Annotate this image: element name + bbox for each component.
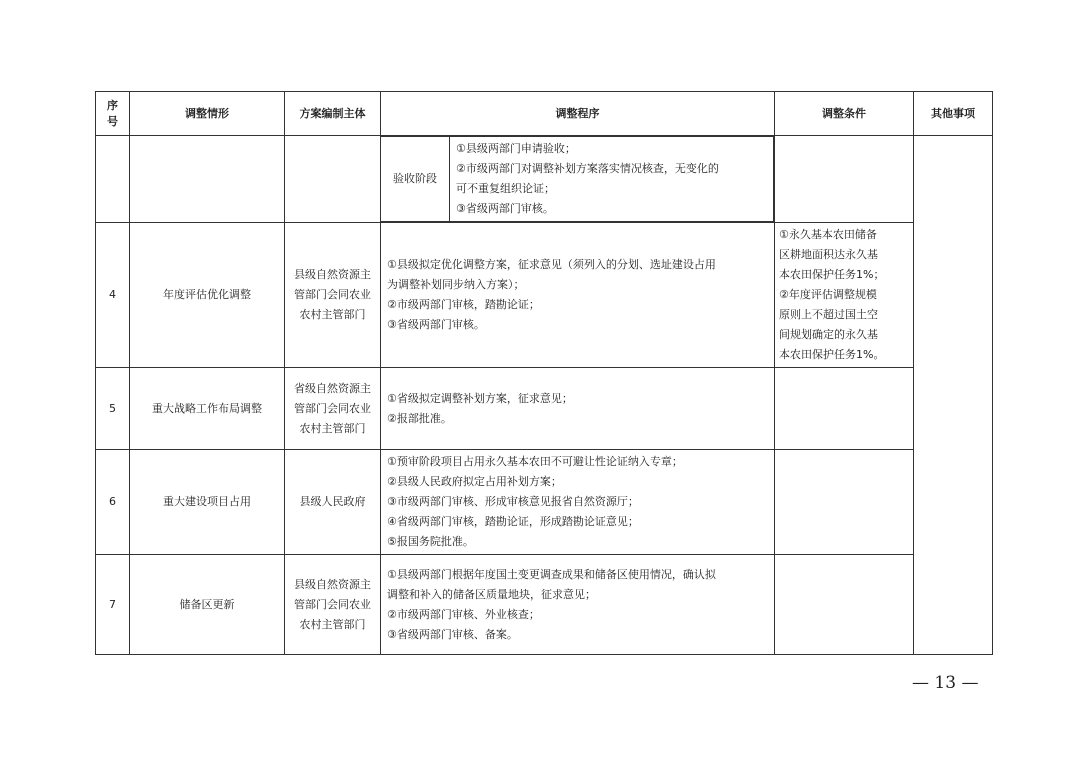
procedure-steps [381,368,775,450]
procedure-steps [381,450,775,555]
row-number: 6 [96,450,130,555]
procedure-step: ③省级两部门审核。 [456,202,554,215]
procedure-step: ①县级两部门根据年度国土变更调查成果和储备区使用情况，确认拟 [387,567,716,581]
procedure-steps [450,137,774,222]
procedure-step: 可不重复组织论证； [456,182,555,195]
procedure-step: ④省级两部门审核，踏勘论证，形成踏勘论证意见； [387,515,639,528]
procedure-step: ②市级两部门对调整补划方案落实情况核查，无变化的 [456,162,719,175]
row-conditions: ①永久基本农田储备 区耕地面积达永久基 本农田保护任务1%； ②年度评估调整规模 原则上不超过国土空 间规划确定的永久基 本农田保护任务1%。 [775,223,914,368]
table-row [96,368,993,450]
procedure-step: ③市级两部门审核、形成审核意见报省自然资源厅； [387,495,639,508]
header-row [96,92,993,136]
header-procedure: 调整程序 [381,92,775,136]
row-situation: 储备区更新 [130,555,285,655]
row-subject: 省级自然资源主管部门会同农业农村主管部门 [285,368,381,450]
row-number: 7 [96,555,130,655]
row-number: 5 [96,368,130,450]
procedure-step: ①县级两部门申请验收； [456,142,576,155]
page-number: — 13 — [912,673,979,693]
table-row [96,450,993,555]
adjustment-table [95,91,993,655]
stage-label: 验收阶段 [381,137,450,222]
table-row [96,555,993,655]
header-subject: 方案编制主体 [285,92,381,136]
procedure-step: ③省级两部门审核。 [387,318,485,331]
row-situation: 年度评估优化调整 [130,223,285,368]
row-subject: 县级自然资源主管部门会同农业农村主管部门 [285,555,381,655]
procedure-step: ②市级两部门审核，踏勘论证； [387,298,540,311]
procedure-step: 调整和补入的储备区质量地块，征求意见； [387,587,596,601]
procedure-steps [381,555,775,655]
header-conditions: 调整条件 [775,92,914,136]
procedure-step: ②市级两部门审核、外业核查； [387,607,540,621]
procedure-step: ⑤报国务院批准。 [387,535,474,548]
row-situation: 重大建设项目占用 [130,450,285,555]
table-row [96,223,993,368]
procedure-step: 为调整补划同步纳入方案）； [387,278,525,291]
procedure-step: ①县级拟定优化调整方案，征求意见（须列入的分划、选址建设占用 [387,258,716,271]
row-subject: 县级自然资源主管部门会同农业农村主管部门 [285,223,381,368]
procedure-steps [381,223,775,368]
acceptance-stage-table [381,136,774,222]
other-notes-cell [914,136,993,655]
row-number: 4 [96,223,130,368]
header-other: 其他事项 [914,92,993,136]
procedure-step: ②报部批准。 [387,411,452,425]
table-row [96,136,993,223]
procedure-step: ③省级两部门审核、备案。 [387,627,518,641]
header-no: 序号 [96,92,130,136]
procedure-step: ②县级人民政府拟定占用补划方案； [387,475,562,488]
row-situation: 重大战略工作布局调整 [130,368,285,450]
header-situation: 调整情形 [130,92,285,136]
procedure-step: ①省级拟定调整补划方案，征求意见； [387,391,573,405]
row-subject: 县级人民政府 [285,450,381,555]
procedure-step: ①预审阶段项目占用永久基本农田不可避让性论证纳入专章； [387,455,683,468]
